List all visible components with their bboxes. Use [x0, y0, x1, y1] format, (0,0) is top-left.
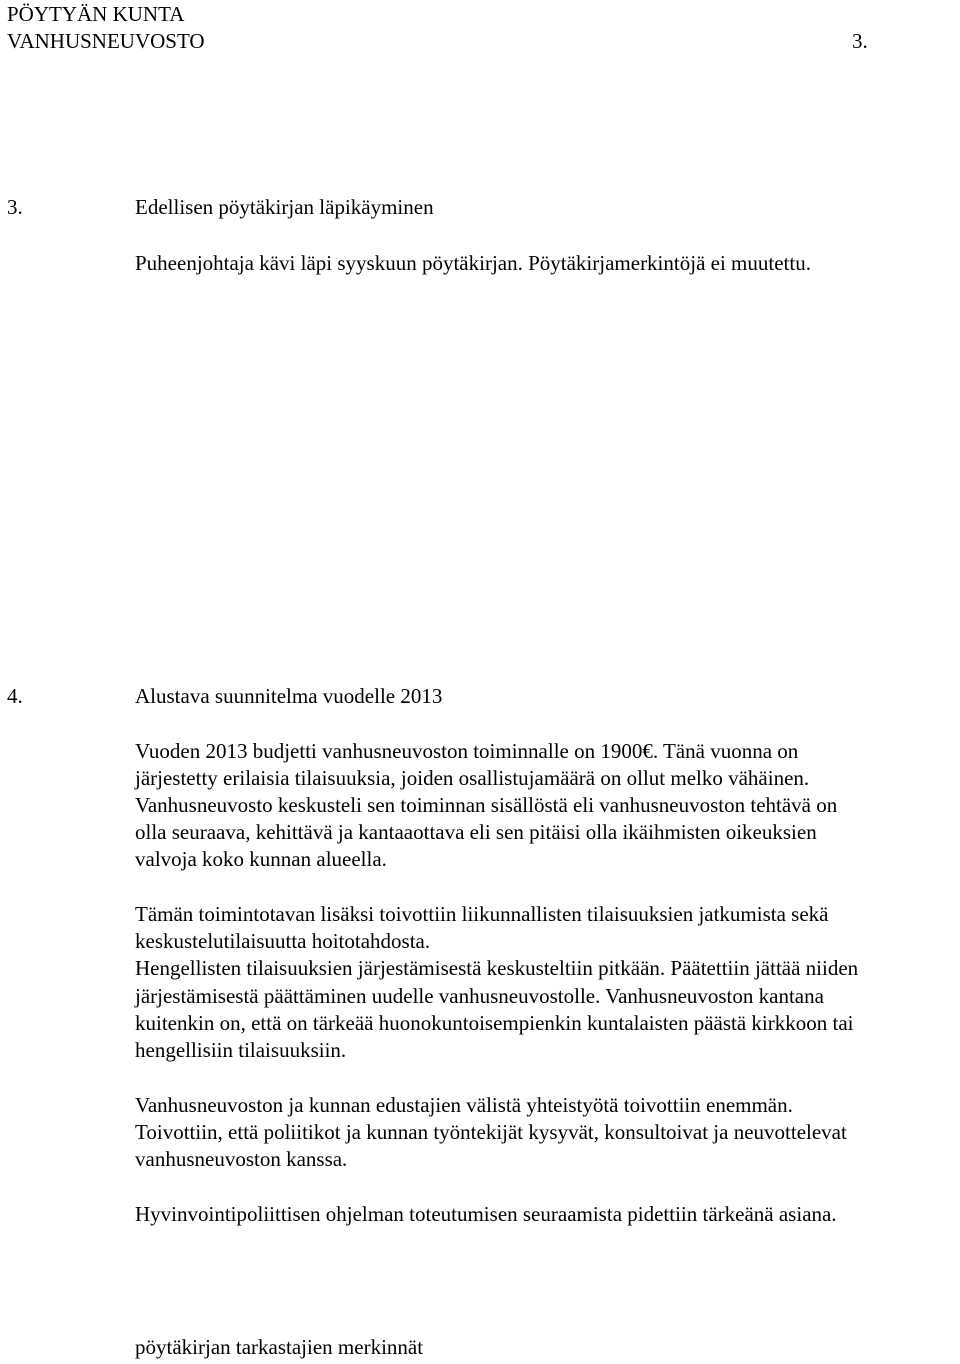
section-title: Edellisen pöytäkirjan läpikäyminen: [135, 195, 434, 219]
body-name: VANHUSNEUVOSTO: [7, 29, 205, 53]
page-number: 3.: [852, 29, 868, 53]
paragraph-line: Hyvinvointipoliittisen ohjelman toteutumisen seuraamista pidettiin tärkeänä asiana.: [135, 1202, 837, 1226]
section-number: 4.: [7, 684, 23, 708]
paragraph-line: hengellisiin tilaisuuksiin.: [135, 1038, 347, 1062]
paragraph-line: järjestetty erilaisia tilaisuuksia, joiden osallistujamäärä on ollut melko vähäinen.: [135, 766, 810, 790]
reviewers-notes-label: pöytäkirjan tarkastajien merkinnät: [135, 1335, 424, 1359]
paragraph-line: valvoja koko kunnan alueella.: [135, 847, 387, 871]
paragraph-line: Puheenjohtaja kävi läpi syyskuun pöytäkirjan. Pöytäkirjamerkintöjä ei muutettu.: [135, 251, 811, 275]
paragraph-line: Toivottiin, että poliitikot ja kunnan työntekijät kysyvät, konsultoivat ja neuvottelevat: [135, 1120, 847, 1144]
paragraph-line: Vanhusneuvosto keskusteli sen toiminnan sisällöstä eli vanhusneuvoston tehtävä on: [135, 793, 838, 817]
paragraph-line: kuitenkin on, että on tärkeää huonokuntoisempienkin kuntalaisten päästä kirkkoon tai: [135, 1011, 854, 1035]
paragraph-line: olla seuraava, kehittävä ja kantaaottava eli sen pitäisi olla ikäihmisten oikeuksien: [135, 820, 817, 844]
paragraph-line: Vanhusneuvoston ja kunnan edustajien välistä yhteistyötä toivottiin enemmän.: [135, 1093, 793, 1117]
paragraph-line: Vuoden 2013 budjetti vanhusneuvoston toiminnalle on 1900€. Tänä vuonna on: [135, 739, 799, 763]
organization-name: PÖYTYÄN KUNTA: [7, 2, 185, 26]
paragraph-line: Hengellisten tilaisuuksien järjestämisestä keskusteltiin pitkään. Päätettiin jättää niiden: [135, 956, 859, 980]
paragraph-line: keskustelutilaisuutta hoitotahdosta.: [135, 929, 431, 953]
paragraph-line: vanhusneuvoston kanssa.: [135, 1147, 348, 1171]
paragraph-line: järjestämisestä päättäminen uudelle vanhusneuvostolle. Vanhusneuvoston kantana: [135, 984, 824, 1008]
section-number: 3.: [7, 195, 23, 219]
paragraph-line: Tämän toimintotavan lisäksi toivottiin liikunnallisten tilaisuuksien jatkumista sekä: [135, 902, 829, 926]
section-title: Alustava suunnitelma vuodelle 2013: [135, 684, 443, 708]
